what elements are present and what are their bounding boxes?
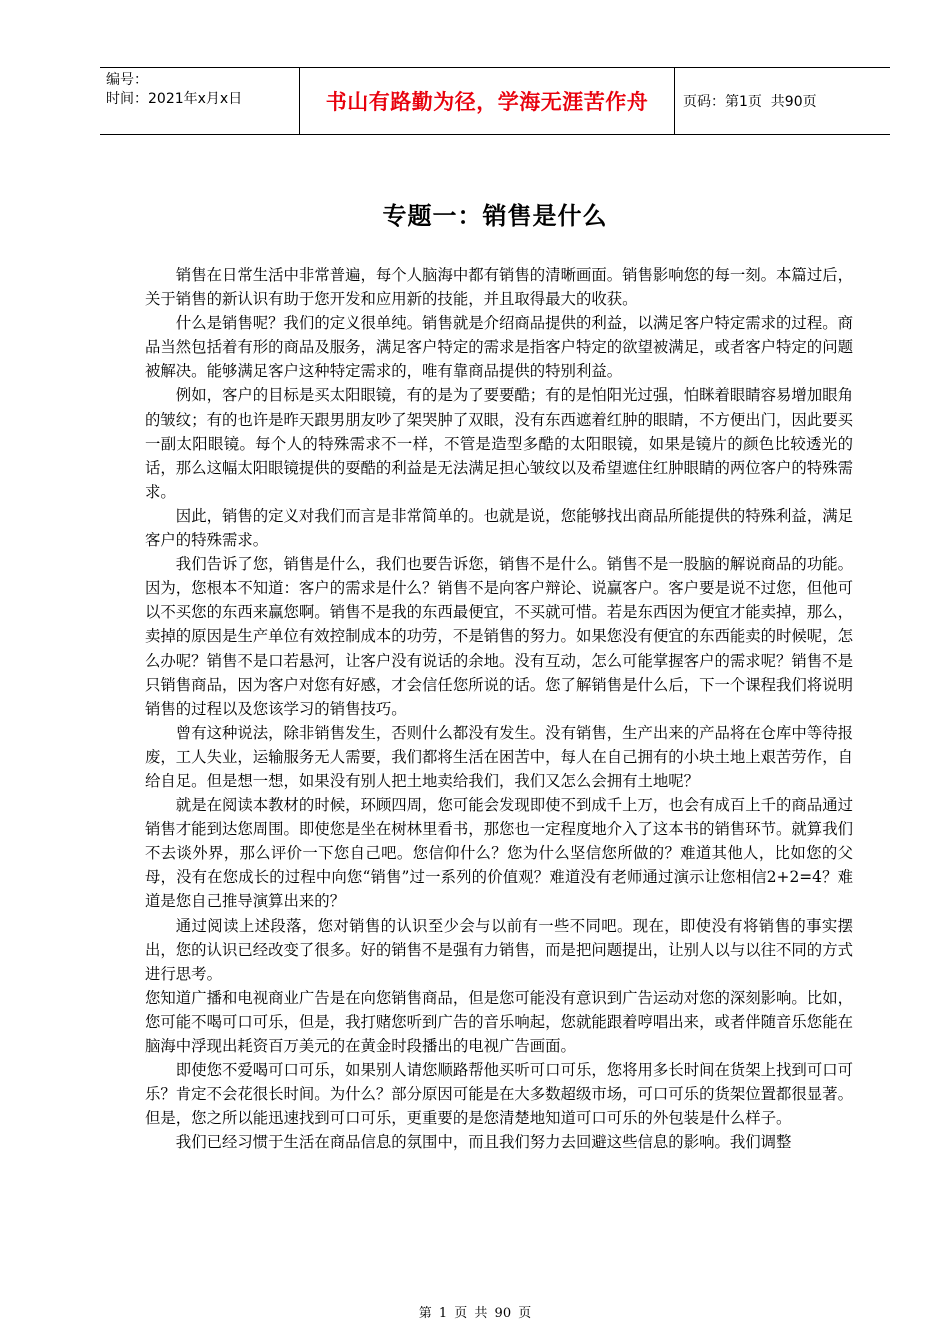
paragraph: 曾有这种说法，除非销售发生，否则什么都没有发生。没有销售，生产出来的产品将在仓库中等待报废，工人失业，运输服务无人需要，我们都将生活在困苦中，每人在自己拥有的小块土地上艰苦劳作，自给自足。但是想一想，如果没有别人把土地卖给我们，我们又怎么会拥有土地呢？ [145,723,853,790]
paragraph: 例如，客户的目标是买太阳眼镜，有的是为了要要酷；有的是怕阳光过强，怕眯着眼睛容易增加眼角的皱纹；有的也许是昨天跟男朋友吵了架哭肿了双眼，没有东西遮着红肿的眼睛，不方便出门，因此要买一副太阳眼镜。每个人的特殊需求不一样，不管是造型多酷的太阳眼镜，如果是镜片的颜色比较透光的话，那么这幅太阳眼镜提供的耍酷的利益是无法满足担心皱纹以及希望遮住红肿眼睛的两位客户的特殊需求。 [145,386,853,501]
paragraph: 销售在日常生活中非常普遍，每个人脑海中都有销售的清晰画面。销售影响您的每一刻。本篇过后，关于销售的新认识有助于您开发和应用新的技能，并且取得最大的收获。 [145,266,853,309]
number-label: 编号： [106,72,148,88]
paragraph: 即使您不爱喝可口可乐，如果别人请您顺路帮他买听可口可乐，您将用多长时间在货架上找到可口可乐？肯定不会花很长时间。为什么？部分原因可能是在大多数超级市场，可口可乐的货架位置都很显著。但是，您之所以能迅速找到可口可乐，更重要的是您清楚地知道可口可乐的外包装是什么样子。 [145,1061,853,1128]
time-label: 时间：2021年x月x日 [106,91,243,107]
paragraph: 我们告诉了您，销售是什么，我们也要告诉您，销售不是什么。销售不是一股脑的解说商品的功能。因为，您根本不知道：客户的需求是什么？销售不是向客户辩论、说赢客户。客户要是说不过您，但他可以不买您的东西来赢您啊。销售不是我的东西最便宜，不买就可惜。若是东西因为便宜才能卖掉，那么，卖掉的原因是生产单位有效控制成本的功劳，不是销售的努力。如果您没有便宜的东西能卖的时候呢，怎么办呢？销售不是口若悬河，让客户没有说话的余地。没有互动，怎么可能掌握客户的需求呢？销售不是只销售商品，因为客户对您有好感，才会信任您所说的话。您了解销售是什么后，下一个课程我们将说明销售的过程以及您该学习的销售技巧。 [145,555,853,718]
header-page-info-cell [675,68,890,134]
header-table [100,67,890,135]
paragraph: 您知道广播和电视商业广告是在向您销售商品，但是您可能没有意识到广告运动对您的深刻影响。比如，您可能不喝可口可乐，但是，我打赌您听到广告的音乐响起，您就能跟着哼唱出来，或者伴随音乐您能在脑海中浮现出耗资百万美元的在黄金时段播出的电视广告画面。 [145,988,853,1055]
header-motto: 书山有路勤为径，学海无涯苦作舟 [300,68,675,134]
article-body [145,263,853,1154]
header-page-info: 页码：第1页 共90页 [683,94,817,110]
paragraph: 我们已经习惯于生活在商品信息的氛围中，而且我们努力去回避这些信息的影响。我们调整 [175,1133,792,1152]
paragraph: 什么是销售呢？我们的定义很单纯。销售就是介绍商品提供的利益，以满足客户特定需求的过程。商品当然包括着有形的商品及服务，满足客户特定的需求是指客户特定的欲望被满足，或者客户特定的问题被解决。能够满足客户这种特定需求的，唯有靠商品提供的特别利益。 [145,314,853,381]
paragraph: 就是在阅读本教材的时候，环顾四周，您可能会发现即使不到成千上万，也会有成百上千的商品通过销售才能到达您周围。即使您是坐在树林里看书，那您也一定程度地介入了这本书的销售环节。就算我们不去谈外界，那么评价一下您自己吧。您信仰什么？您为什么坚信您所做的？难道其他人，比如您的父母，没有在您成长的过程中向您“销售”过一系列的价值观？难道没有老师通过演示让您相信2+2=4？难道是您自己推导演算出来的？ [145,796,853,911]
header-meta-cell [100,68,300,134]
paragraph: 因此，销售的定义对我们而言是非常简单的。也就是说，您能够找出商品所能提供的特殊利益，满足客户的特殊需求。 [145,506,853,550]
page-title: 专题一：销售是什么 [382,202,608,230]
page-footer: 第 1 页 共 90 页 [418,1306,532,1321]
paragraph: 通过阅读上述段落，您对销售的认识至少会与以前有一些不同吧。现在，即使没有将销售的事实摆出，您的认识已经改变了很多。好的销售不是强有力销售，而是把问题提出，让别人以与以往不同的方式进行思考。 [145,916,853,983]
